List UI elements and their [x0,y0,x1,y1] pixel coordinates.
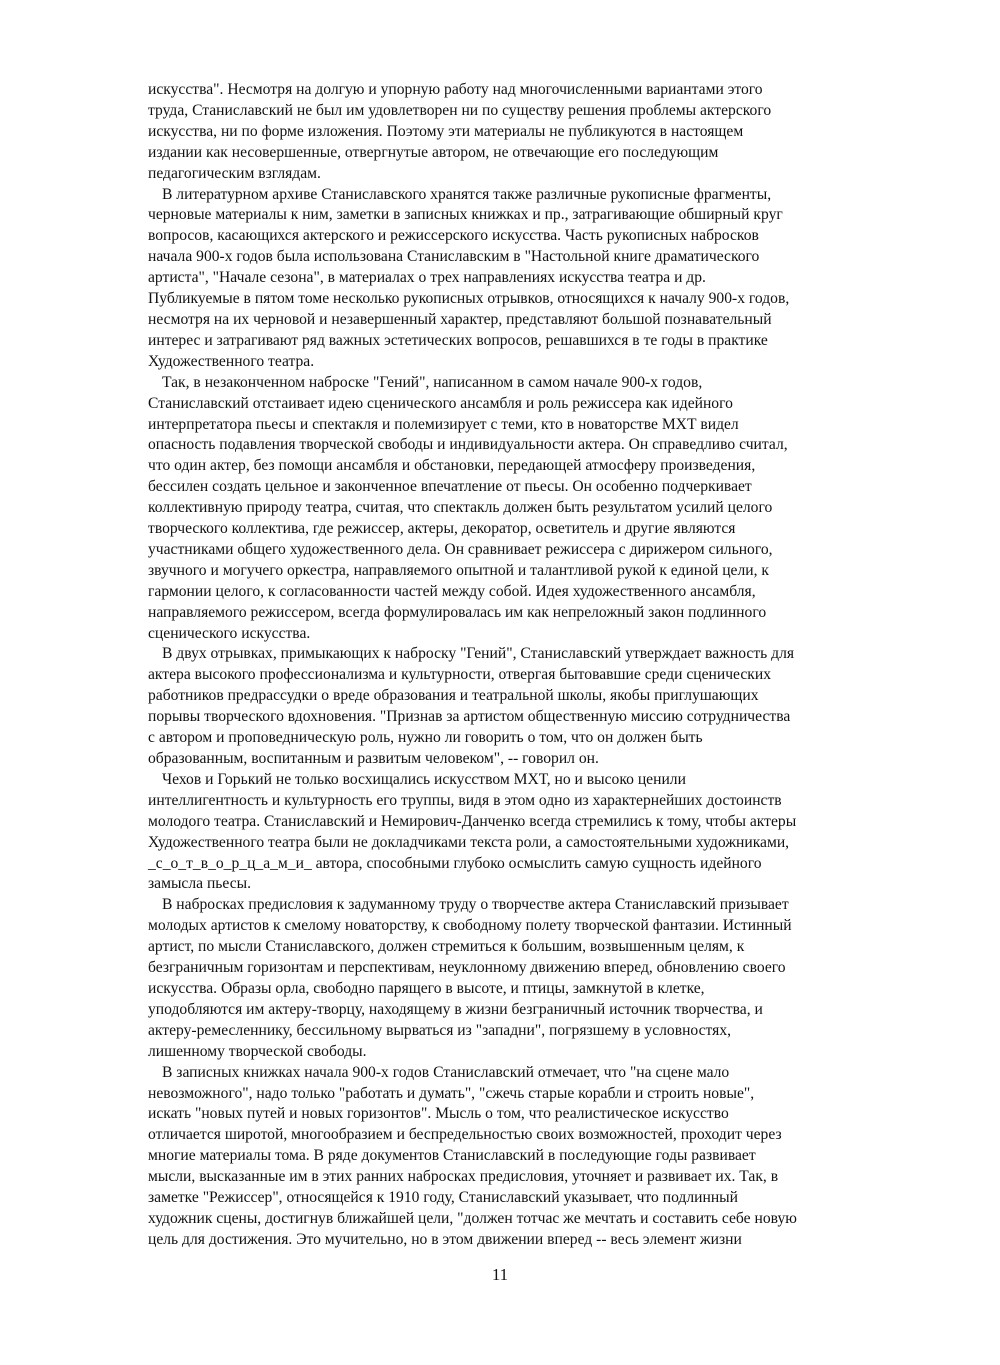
paragraph-4 [148,644,906,769]
text-line: многие материалы тома. В ряде документов Станиславский в последующие годы развивает [148,1147,756,1165]
paragraph-7 [148,1063,906,1251]
text-line: педагогическим взглядам. [148,164,321,182]
text-line: художник сцены, достигнув ближайшей цели, "должен тотчас же мечтать и составить себе новую [148,1209,797,1227]
text-line: гармонии целого, к согласованности частей между собой. Идея художественного ансамбля, [148,582,756,600]
text-line: Художественного театра были не докладчиками текста роли, а самостоятельными художниками, [148,833,790,851]
text-line: черновые материалы к ним, заметки в записных книжках и пр., затрагивающие обширный круг [148,206,783,224]
text-line: начала 900-х годов была использована Станиславским в "Настольной книге драматического [148,248,760,266]
text-line: В литературном архиве Станиславского хранятся также различные рукописные фрагменты, [162,185,772,203]
text-line: вопросов, касающихся актерского и режиссерского искусства. Часть рукописных набросков [148,227,759,245]
text-line: интеллигентность и культурность его труппы, видя в этом одно из характернейших достоинств [148,791,782,809]
paragraph-3 [148,373,906,645]
text-line: В двух отрывках, примыкающих к наброску "Гений", Станиславский утверждает важность для [162,645,795,663]
text-line: молодого театра. Станиславский и Немирович-Данченко всегда стремились к тому, чтобы актеры [148,812,797,830]
text-line: лишенному творческой свободы. [148,1042,367,1060]
text-line: несмотря на их черновой и незавершенный характер, представляют большой познавательный [148,310,772,328]
text-line: коллективную природу театра, считая, что спектакль должен быть результатом усилий целого [148,499,773,517]
text-line: Станиславский отстаивает идею сценического ансамбля и роль режиссера как идейного [148,394,733,412]
page-number: 11 [491,1265,509,1284]
text-line: цель для достижения. Это мучительно, но в этом движении вперед -- весь элемент жизни [148,1230,742,1248]
text-line: актеру-ремесленнику, бессильному вырваться из "западни", погрязшему в условностях, [148,1021,732,1039]
text-line: участниками общего художественного дела. Он сравнивает режиссера с дирижером сильного, [148,540,773,558]
text-line: интерес и затрагивают ряд важных эстетических вопросов, решавшихся в те годы в практике [148,331,768,349]
text-line: образованным, воспитанным и развитым человеком", -- говорил он. [148,750,599,767]
text-line: В записных книжках начала 900-х годов Станиславский отмечает, что "на сцене мало [162,1063,730,1081]
text-line: артист, по мысли Станиславского, должен стремиться к большим, возвышенным целям, к [148,938,745,956]
text-line: искать "новых путей и новых горизонтов". Мысль о том, что реалистическое искусство [148,1105,729,1123]
text-line: труда, Станиславский не был им удовлетворен ни по существу решения проблемы актерского [148,101,772,119]
text-line: опасность подавления творческой свободы и индивидуальности актера. Он справедливо считал, [148,436,788,454]
paragraph-6 [148,895,906,1062]
text-line: искусства. Образы орла, свободно парящего в высоте, и птицы, замкнутой в клетке, [148,979,705,997]
text-line: Чехов и Горький не только восхищались искусством МХТ, но и высоко ценили [162,770,686,788]
text-line: бессилен создать цельное и законченное впечатление от пьесы. Он особенно подчеркивает [148,478,752,496]
text-line: творческого коллектива, где режиссер, актеры, декоратор, осветитель и другие являются [148,520,736,538]
text-line: порывы творческого вдохновения. "Признав за артистом общественную миссию сотрудничества [148,708,791,726]
text-line: молодых артистов к смелому новаторству, к свободному полету творческой фантазии. Истинный [148,917,792,935]
text-line: Публикуемые в пятом томе несколько рукописных отрывков, относящихся к началу 900-х годов, [148,290,790,308]
text-line: издании как несовершенные, отвергнутые автором, не отвечающие его последующим [148,143,719,161]
text-line: артиста", "Начале сезона", в материалах о трех направлениях искусства театра и др. [148,269,706,287]
text-line: заметке "Режиссер", относящейся к 1910 году, Станиславский указывает, что подлинный [148,1189,738,1207]
text-line: Художественного театра. [148,352,315,370]
text-line: искусства, ни по форме изложения. Поэтому эти материалы не публикуются в настоящем [148,122,744,140]
document-body [148,80,906,1251]
text-line: сценического искусства. [148,624,311,642]
text-line: невозможного", надо только "работать и думать", "сжечь старые корабли и строить новые", [148,1084,755,1102]
text-line: искусства". Несмотря на долгую и упорную работу над многочисленными вариантами этого [148,81,763,98]
paragraph-2 [148,185,906,373]
text-line: _с_о_т_в_о_р_ц_а_м_и_ автора, способными глубоко осмыслить самую сущность идейного [148,854,762,872]
text-line: актера высокого профессионализма и культурности, отвергая бытовавшие среди сценических [148,666,771,684]
text-line: что один актер, без помощи ансамбля и обстановки, передающей атмосферу произведения, [148,457,756,475]
text-line: работников предрассудки о вреде образования и театральной школы, якобы приглушающих [148,687,759,705]
text-line: интерпретатора пьесы и спектакля и полемизирует с теми, кто в новаторстве МХТ видел [148,415,739,433]
paragraph-5 [148,770,906,895]
text-line: Так, в незаконченном наброске "Гений", написанном в самом начале 900-х годов, [162,373,703,391]
text-line: мысли, высказанные им в этих ранних набросках предисловия, уточняет и развивает их. Так, в [148,1168,779,1186]
paragraph-1 [148,80,906,185]
text-line: с автором и проповедническую роль, нужно ли говорить о том, что он должен быть [148,729,703,747]
text-line: звучного и могучего оркестра, направляемого опытной и талантливой рукой к единой цели, к [148,561,769,579]
text-line: направляемого режиссером, всегда формулировалась им как непреложный закон подлинного [148,603,767,621]
text-line: уподобляются им актеру-творцу, находящему в жизни безграничный источник творчества, и [148,1000,763,1018]
text-line: В набросках предисловия к задуманному труду о творчестве актера Станиславский призывает [162,896,789,914]
text-line: замысла пьесы. [148,875,252,893]
text-line: отличается широтой, многообразием и беспредельностью своих возможностей, проходит через [148,1126,782,1144]
text-line: безграничным горизонтам и перспективам, неуклонному движению вперед, обновлению своего [148,959,786,977]
